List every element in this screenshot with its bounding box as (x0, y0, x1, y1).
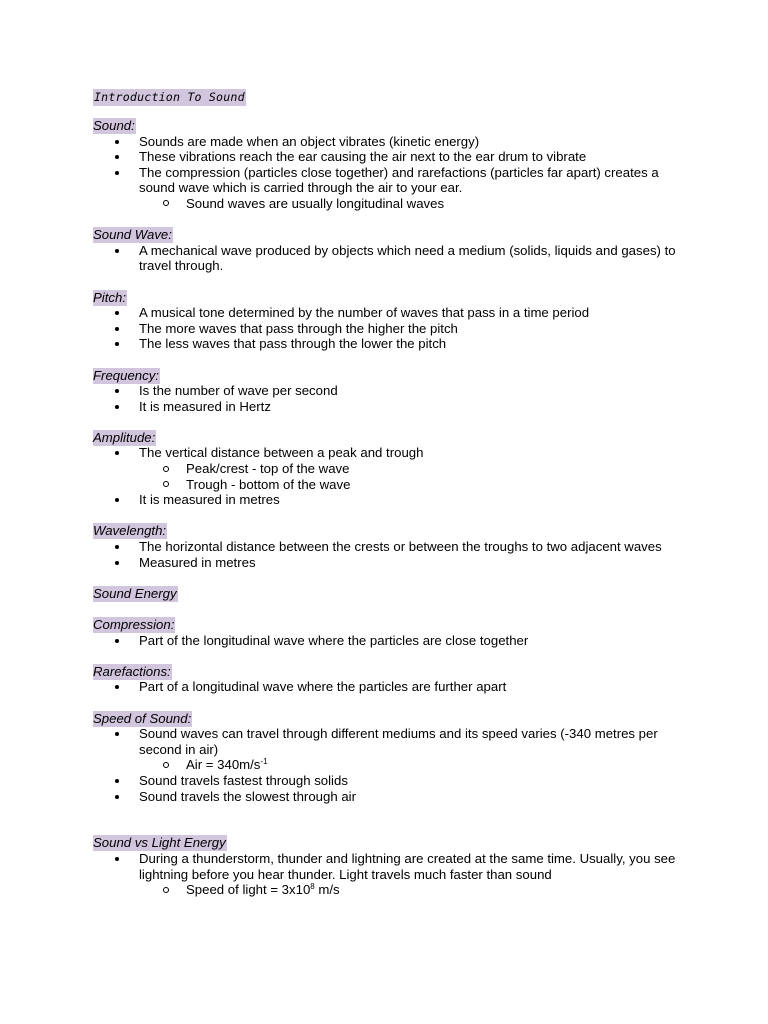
sub-bullet-list (139, 461, 693, 492)
section-heading-sound: Sound: (93, 118, 135, 133)
sub-bullet-list (139, 196, 693, 212)
bullet-item: Sound travels the slowest through air (139, 789, 693, 805)
section-heading-sound-wave: Sound Wave: (93, 227, 172, 243)
section-heading-frequency: Frequency: (93, 367, 159, 383)
bullet-item: Sound waves can travel through different mediums and its speed varies (-340 metres per second in air) Air = $340m/s^{-1}$ (139, 726, 693, 773)
bullet-item: Part of a longitudinal wave where the particles are further apart (139, 679, 693, 695)
document-title-text: Introduction To Sound (94, 90, 245, 104)
bullet-list-sound-vs-light (93, 851, 693, 898)
bullet-item: A mechanical wave produced by objects which need a medium (solids, liquids and gases) to travel through. (139, 243, 693, 274)
bullet-list-wavelength (93, 539, 693, 570)
section-heading-wavelength: Wavelength: (93, 523, 167, 539)
bullet-list-sound-wave (93, 243, 693, 274)
section-heading-sound-vs-light: Sound vs Light Energy (93, 835, 226, 851)
bullet-list-speed-of-sound (93, 726, 693, 804)
bullet-item: These vibrations reach the ear causing the air next to the ear drum to vibrate (139, 149, 693, 165)
bullet-item: Is the number of wave per second (139, 383, 693, 399)
sub-bullet-item: Trough - bottom of the wave (186, 477, 693, 493)
bullet-item: The vertical distance between a peak and trough Peak/crest - top of the wave Trough - bottom of the wave (139, 445, 693, 492)
bullet-list-compression (93, 633, 693, 649)
bullet-item: It is measured in metres (139, 492, 693, 508)
bullet-item: The less waves that pass through the lower the pitch (139, 336, 693, 352)
bullet-item: It is measured in Hertz (139, 399, 693, 415)
sub-bullet-item: Air = $340m/s^{-1}$ (186, 757, 693, 773)
bullet-item: The more waves that pass through the higher the pitch (139, 321, 693, 337)
bullet-list-amplitude (93, 445, 693, 507)
bullet-item: The compression (particles close together) and rarefactions (particles far apart) creates a sound wave which is carried through the air to your ear. Sound waves are usually longitudinal waves (139, 165, 693, 212)
section-heading-amplitude: Amplitude: (93, 429, 156, 445)
section-heading-sound-energy: Sound Energy (93, 585, 177, 601)
sub-bullet-list (139, 882, 693, 898)
section-heading-rarefactions: Rarefactions: (93, 663, 171, 679)
bullet-item: A musical tone determined by the number of waves that pass in a time period (139, 305, 693, 321)
bullet-item: Measured in metres (139, 555, 693, 571)
section-heading-speed-of-sound: Speed of Sound: (93, 710, 192, 726)
document-body (93, 88, 693, 898)
bullet-item: The horizontal distance between the crests or between the troughs to two adjacent waves (139, 539, 693, 555)
sub-bullet-item: Sound waves are usually longitudinal waves (186, 196, 693, 212)
document-title (93, 88, 693, 106)
sub-bullet-list (139, 757, 693, 773)
bullet-list-sound (93, 134, 693, 212)
sub-bullet-item: Peak/crest - top of the wave (186, 461, 693, 477)
bullet-list-frequency (93, 383, 693, 414)
bullet-item: Sound travels fastest through solids (139, 773, 693, 789)
section-heading-compression: Compression: (93, 617, 175, 632)
bullet-list-rarefactions (93, 679, 693, 695)
bullet-list-pitch (93, 305, 693, 352)
bullet-item: Sounds are made when an object vibrates (kinetic energy) (139, 134, 693, 150)
section-heading-pitch: Pitch: (93, 289, 126, 305)
bullet-item: During a thunderstorm, thunder and lightning are created at the same time. Usually, you see lightning before you hear thunder. Light travels much faster than sound Speed of light = $3x10^8$ m/s (139, 851, 693, 898)
sub-bullet-item: Speed of light = $3x10^8$ m/s (186, 882, 693, 898)
bullet-item: Part of the longitudinal wave where the particles are close together (139, 633, 693, 649)
